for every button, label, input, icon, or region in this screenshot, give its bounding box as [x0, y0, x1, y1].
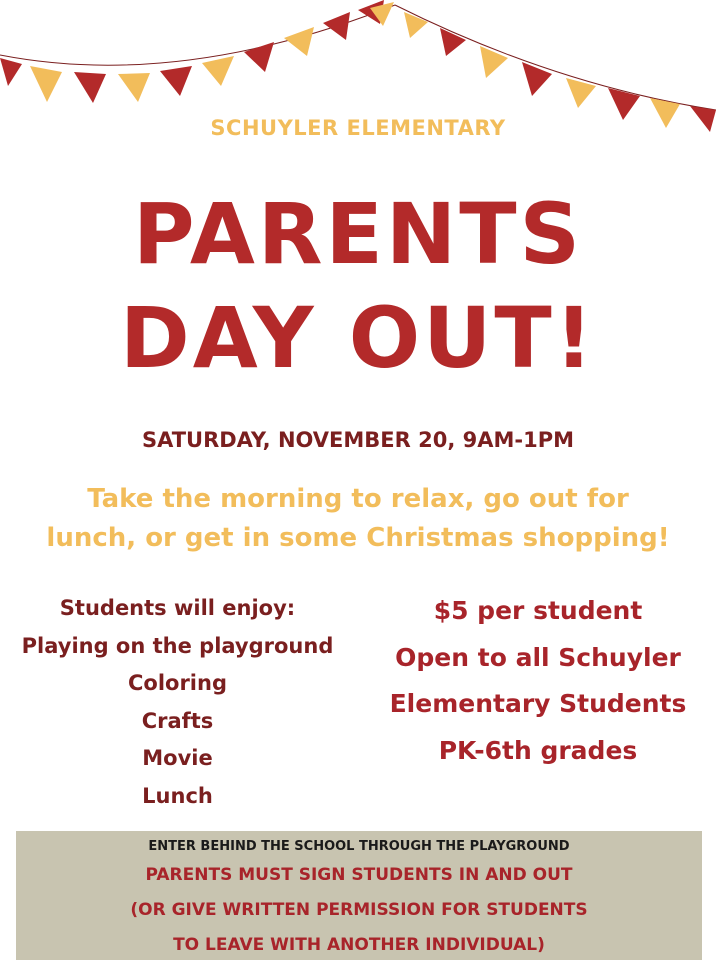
tagline-line: Take the morning to relax, go out for — [87, 484, 629, 514]
tagline — [0, 480, 716, 558]
pennant-flag — [284, 27, 314, 56]
pennant-flag — [202, 56, 234, 86]
activity-item: Playing on the playground — [21, 633, 334, 658]
pennant-flag — [30, 66, 62, 102]
title-line-1: PARENTS — [132, 185, 584, 283]
pennant-flag — [74, 72, 106, 103]
title-line-2: DAY OUT! — [120, 289, 596, 387]
entry-instructions: ENTER BEHIND THE SCHOOL THROUGH THE PLAYGROUND — [148, 839, 570, 854]
price: $5 per student — [433, 596, 643, 625]
event-info — [360, 588, 716, 774]
activity-item: Coloring — [127, 671, 227, 695]
activity-item: Crafts — [141, 708, 214, 733]
grades: PK-6th grades — [438, 735, 638, 765]
eligibility-line: Elementary Students — [389, 689, 687, 718]
pennant-flag — [522, 62, 552, 96]
notice-box — [16, 831, 702, 960]
pennant-flag — [404, 12, 428, 38]
pennant-flag — [0, 58, 22, 86]
event-date: SATURDAY, NOVEMBER 20, 9AM-1PM — [141, 428, 575, 452]
eligibility-line: Open to all Schuyler — [395, 642, 681, 672]
school-name: SCHUYLER ELEMENTARY — [210, 116, 506, 140]
pennant-flag — [244, 42, 274, 72]
pennant-flag — [323, 12, 350, 40]
activities-list — [0, 590, 355, 815]
pennant-flag — [160, 66, 192, 96]
notice-line: (OR GIVE WRITTEN PERMISSION FOR STUDENTS — [130, 900, 588, 920]
notice-line: PARENTS MUST SIGN STUDENTS IN AND OUT — [145, 865, 573, 885]
pennant-flag — [118, 73, 150, 102]
notice-line: TO LEAVE WITH ANOTHER INDIVIDUAL) — [173, 935, 545, 955]
activity-item: Movie — [142, 746, 213, 770]
activities-heading: Students will enjoy: — [59, 596, 296, 620]
tagline-line: lunch, or get in some Christmas shopping! — [46, 523, 670, 553]
pennant-flag — [480, 46, 508, 78]
activity-item: Lunch — [142, 783, 213, 808]
